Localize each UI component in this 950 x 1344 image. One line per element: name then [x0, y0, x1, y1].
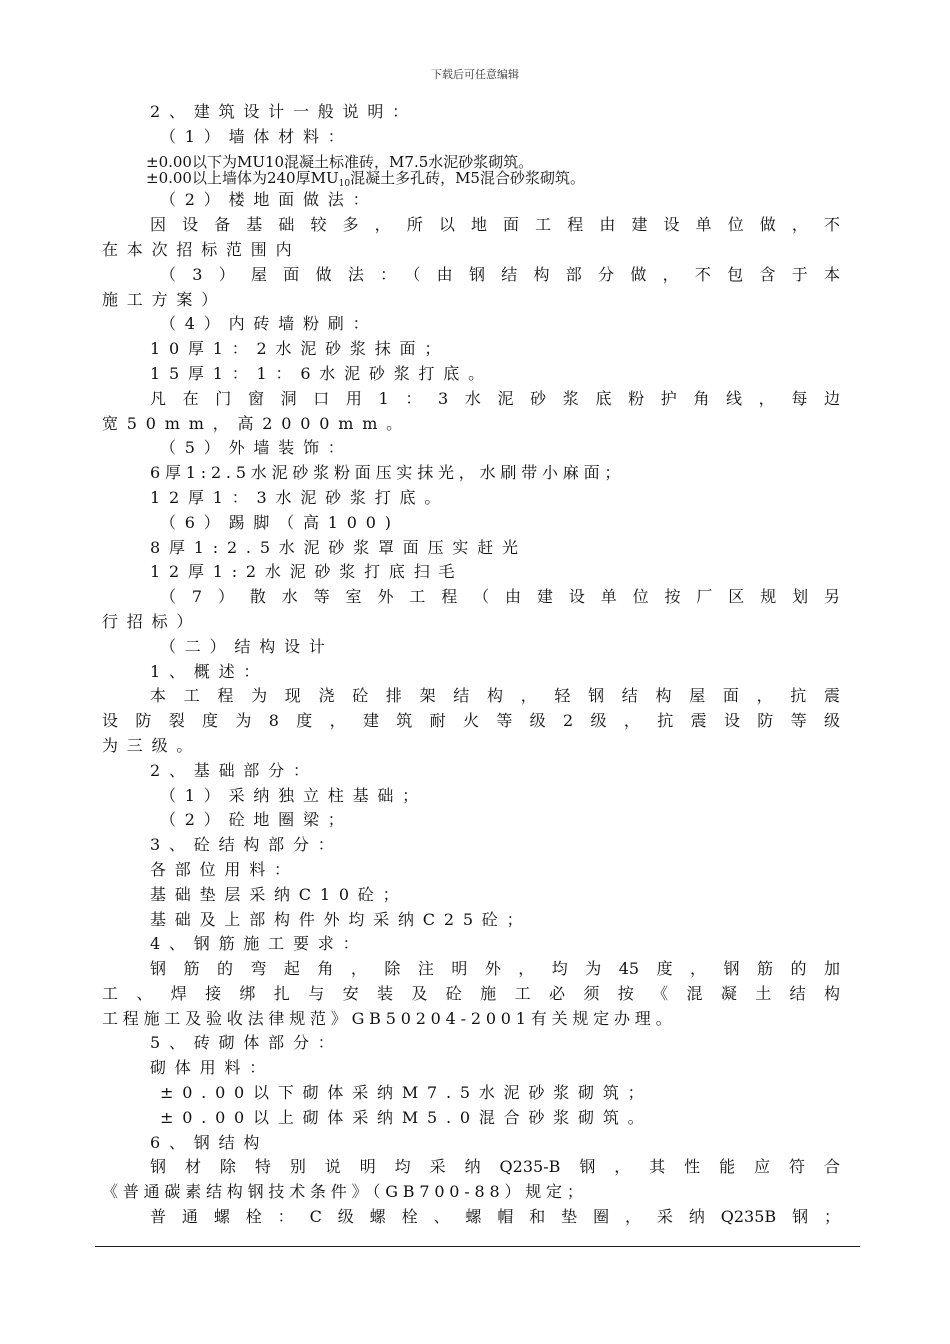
footer-divider [95, 1246, 860, 1247]
text-line: 设防裂度为8度，建筑耐火等级2级，抗震设防等级 [102, 711, 840, 731]
text-line: 8厚1:2.5水泥砂浆罩面压实赶光 [150, 537, 527, 557]
section-heading: 2、基础部分： [150, 760, 318, 780]
text-line: 砌体用料： [150, 1058, 275, 1078]
text-line: 《普通碳素结构钢技术条件》（GB700-88）规定； [102, 1182, 588, 1202]
text-line: 为三级。 [102, 735, 202, 755]
section-heading: 1、概述： [150, 661, 269, 681]
subsection-heading: （2）砼地圈梁； [160, 810, 353, 830]
text-line: 本工程为现浇砼排架结构，轻钢结构屋面，抗震 [150, 686, 840, 706]
text-line: 15厚1：1：6水泥砂浆打底。 [150, 363, 493, 383]
text-line: 基础及上部构件外均采纳C25砼； [150, 909, 532, 929]
text-line: 因设备基础较多，所以地面工程由建设单位做，不 [150, 215, 840, 235]
text-line: ±0.00以下为MU10混凝土标准砖，M7.5水泥砂浆砌筑。 [146, 152, 534, 171]
section-heading: 3、砼结构部分： [150, 835, 343, 855]
section-heading: 4、钢筋施工要求： [150, 934, 368, 954]
text-line: 12厚1：3水泥砂浆打底。 [150, 487, 450, 507]
section-heading: 6、钢结构 [150, 1132, 269, 1152]
text-line: 在本次招标范围内 [102, 239, 301, 259]
text-line: 钢筋的弯起角，除注明外，均为45度，钢筋的加 [150, 959, 840, 979]
text-line: 6厚1:2.5水泥砂浆粉面压实抹光，水刷带小麻面； [150, 463, 626, 483]
section-heading: 5、砖砌体部分： [150, 1033, 343, 1053]
text-line: 宽50mm，高2000mm。 [102, 413, 411, 433]
text-line: ±0.00以上砌体采纳M5.0混合砂浆砌筑。 [160, 1107, 653, 1127]
text-line: 12厚1:2水泥砂浆打底扫毛 [150, 562, 464, 582]
text-line: 工程施工及验收法律规范》GB50204-2001有关规定办理。 [102, 1008, 677, 1028]
page-header: 下载后可任意编辑 [431, 68, 519, 81]
subsection-heading: （6）踢脚（高100) [160, 512, 400, 532]
text-line: ±0.00以下砌体采纳M7.5水泥砂浆砌筑； [160, 1083, 653, 1103]
section-heading: 2、建筑设计一般说明： [150, 102, 417, 121]
text-line: 各部位用料： [150, 859, 299, 879]
text-line: 10厚1：2水泥砂浆抹面； [150, 339, 450, 359]
text-line: 基础垫层采纳C10砼； [150, 884, 408, 904]
subsection-heading: （1）采纳独立柱基础； [160, 785, 427, 805]
text-line: 钢材除特别说明均采纳Q235-B钢，其性能应符合 [150, 1157, 840, 1177]
subsection-heading: （2）楼地面做法： [160, 190, 378, 210]
subsection-heading: （7）散水等室外工程（由建设单位按厂区规划另 [160, 587, 840, 607]
text-line: 行招标） [102, 611, 202, 631]
subsection-heading: （4）内砖墙粉刷： [160, 314, 378, 334]
text-line: 普通螺栓：C级螺栓、螺帽和垫圈，采纳Q235B钢； [150, 1207, 840, 1227]
subsection-heading: （1）墙体材料： [160, 126, 353, 146]
document-body [102, 100, 840, 1230]
text-line: ±0.00以上墙体为240厚$MU_{10}$混凝土多孔砖，M5混合砂浆砌筑。 [146, 169, 585, 189]
section-heading: （二）结构设计 [160, 636, 334, 656]
text-line: 工、焊接绑扎与安装及砼施工必须按《混凝土结构 [102, 983, 840, 1003]
subsection-heading: （5）外墙装饰： [160, 438, 353, 458]
text-line: 凡在门窗洞口用1：3水泥砂浆底粉护角线，每边 [150, 388, 840, 408]
subsection-heading: （3）屋面做法：（由钢结构部分做，不包含于本 [160, 264, 840, 284]
text-line: 施工方案） [102, 289, 227, 309]
